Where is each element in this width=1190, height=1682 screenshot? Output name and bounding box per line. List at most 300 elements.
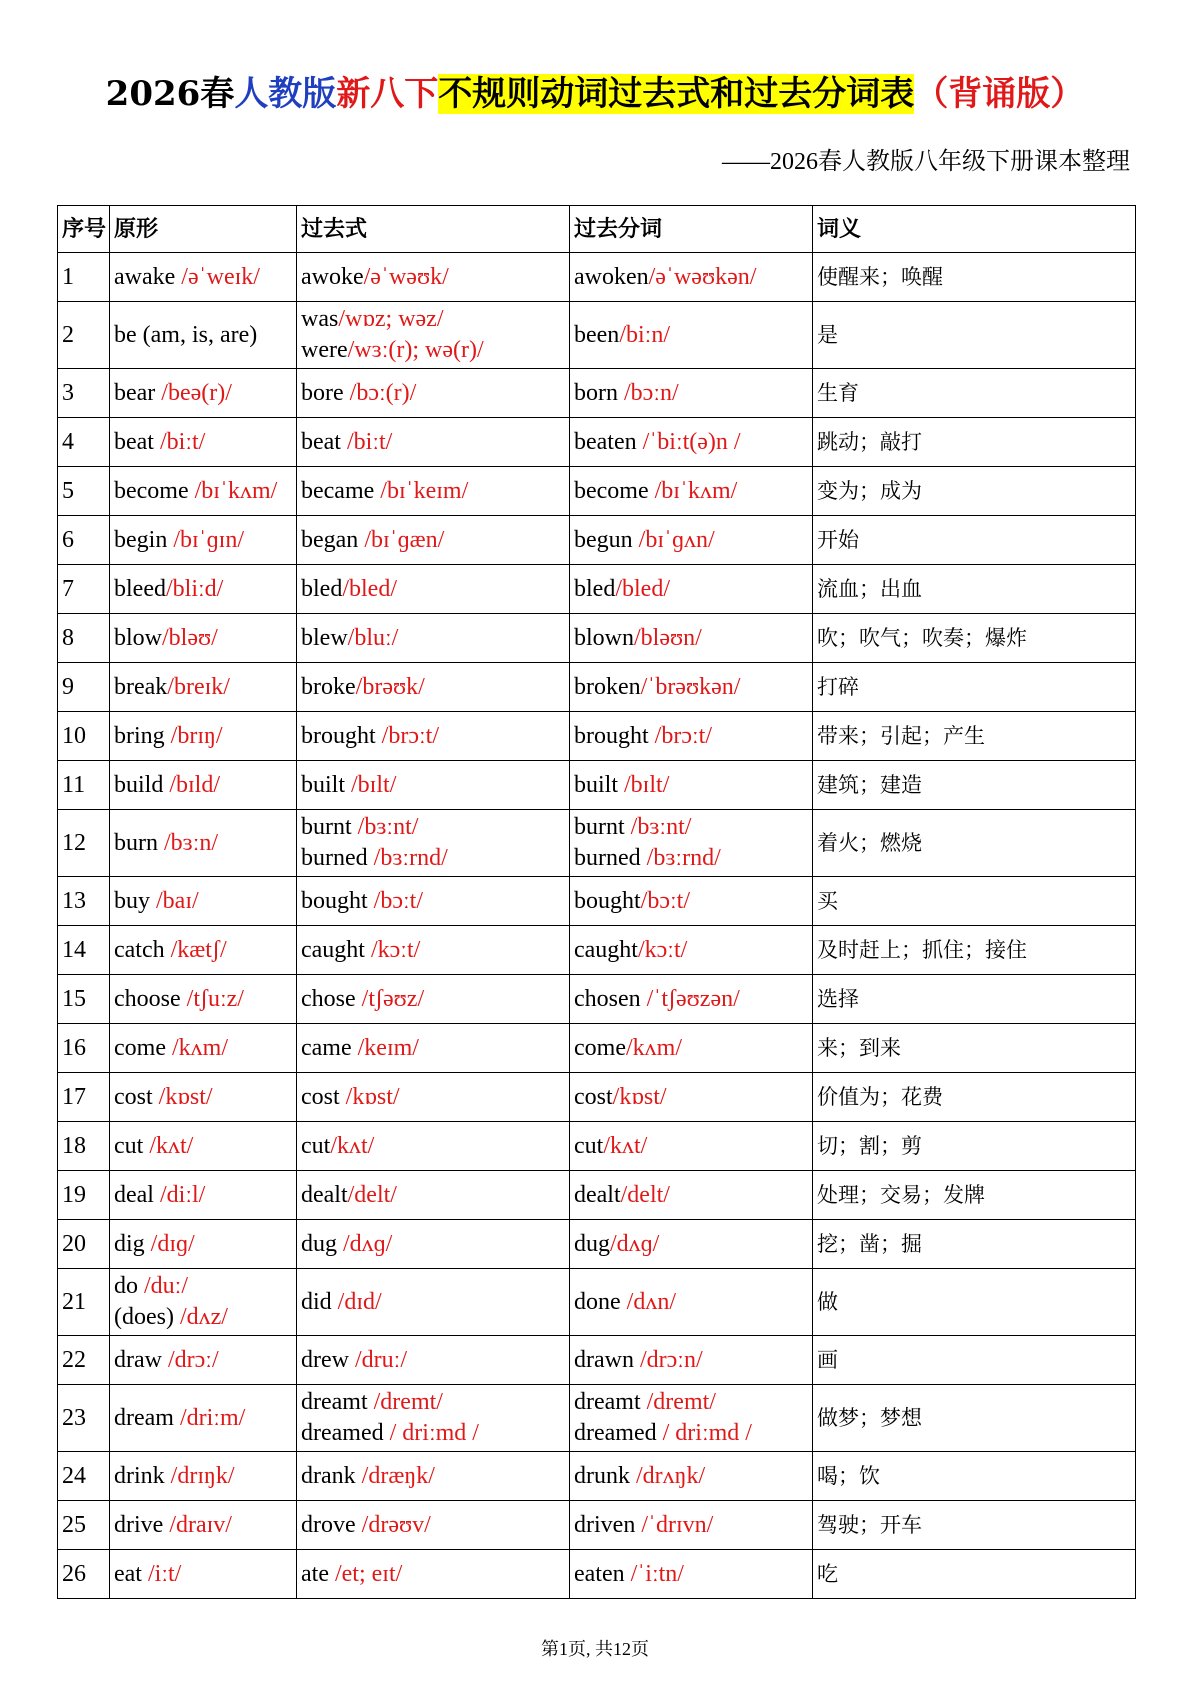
cell-base <box>110 926 297 975</box>
table-header-row <box>58 206 1136 253</box>
base-word: burn <box>114 829 164 856</box>
pp-word: cost <box>574 1083 613 1110</box>
cell-past-participle <box>570 810 813 877</box>
past-word: drank <box>301 1462 362 1489</box>
cell-past-participle <box>570 1550 813 1599</box>
past-phonetic: /bɔː(r)/ <box>349 379 417 406</box>
irregular-verbs-table <box>57 205 1136 1599</box>
cell-meaning: 买 <box>813 877 1136 926</box>
base-phonetic: /bɪˈɡɪn/ <box>173 526 244 553</box>
base-phonetic: /biːt/ <box>159 428 206 455</box>
cell-past-participle <box>570 1024 813 1073</box>
base-phonetic: /bɜːn/ <box>164 829 219 856</box>
past-phonetic: /bluː/ <box>347 624 399 651</box>
cell-meaning: 挖；凿；掘 <box>813 1220 1136 1269</box>
table-row <box>58 467 1136 516</box>
pp-phonetic: /delt/ <box>620 1181 670 1208</box>
past-phonetic: /dremt/ <box>373 1389 443 1415</box>
pp-word: awoken <box>574 263 649 290</box>
cell-meaning: 及时赶上；抓住；接住 <box>813 926 1136 975</box>
cell-base <box>110 1550 297 1599</box>
past-word: blew <box>301 624 348 651</box>
cell-meaning: 变为；成为 <box>813 467 1136 516</box>
cell-meaning: 着火；燃烧 <box>813 810 1136 877</box>
base-word: bear <box>114 379 162 406</box>
cell-meaning: 吹；吹气；吹奏；爆炸 <box>813 614 1136 663</box>
cell-no: 2 <box>58 302 110 369</box>
cell-no: 5 <box>58 467 110 516</box>
base-word: come <box>114 1034 172 1061</box>
cell-meaning: 使醒来；唤醒 <box>813 253 1136 302</box>
cell-past <box>297 877 570 926</box>
past-word: began <box>301 526 365 553</box>
cell-past-participle <box>570 877 813 926</box>
cell-base <box>110 516 297 565</box>
base-word: awake <box>114 263 182 290</box>
past-word: bought <box>301 887 374 914</box>
pp-phonetic: /drʌŋk/ <box>636 1462 706 1489</box>
title-year: 2026春 <box>105 74 235 114</box>
base-word: bleed <box>114 575 166 602</box>
past-word: built <box>301 771 352 798</box>
past-phonetic: /wɒz; wəz/ <box>338 306 444 332</box>
cell-past <box>297 516 570 565</box>
cell-past <box>297 975 570 1024</box>
title-edition: （背诵版） <box>914 74 1085 114</box>
past-word: chose <box>301 985 362 1012</box>
cell-past-participle <box>570 926 813 975</box>
cell-past-participle <box>570 253 813 302</box>
cell-no: 11 <box>58 761 110 810</box>
cell-meaning: 切；割；剪 <box>813 1122 1136 1171</box>
pp-phonetic: /ˈbrəʊkən/ <box>640 673 741 700</box>
cell-past-participle <box>570 565 813 614</box>
base-word: eat <box>114 1560 148 1587</box>
title-main: 不规则动词过去式和过去分词表 <box>438 74 915 114</box>
past-word: was <box>301 306 339 332</box>
table-row <box>58 663 1136 712</box>
cell-no: 21 <box>58 1269 110 1336</box>
table-row <box>58 516 1136 565</box>
cell-no: 1 <box>58 253 110 302</box>
base-word: cost <box>114 1083 159 1110</box>
cell-no: 22 <box>58 1336 110 1385</box>
pp-word: eaten <box>574 1560 631 1587</box>
base-word: become <box>114 477 195 504</box>
cell-no: 8 <box>58 614 110 663</box>
base-phonetic: /drɔː/ <box>167 1346 219 1373</box>
cell-meaning: 是 <box>813 302 1136 369</box>
cell-no: 24 <box>58 1452 110 1501</box>
cell-past-participle <box>570 1220 813 1269</box>
pp-word: drunk <box>574 1462 636 1489</box>
past-word: burned <box>301 845 374 871</box>
pp-word: done <box>574 1288 627 1315</box>
cell-base <box>110 565 297 614</box>
table-row <box>58 761 1136 810</box>
cell-past <box>297 1024 570 1073</box>
cell-meaning: 做 <box>813 1269 1136 1336</box>
cell-past-participle <box>570 516 813 565</box>
cell-past-participle <box>570 663 813 712</box>
cell-no: 3 <box>58 369 110 418</box>
pp-phonetic: /bɔːn/ <box>624 379 679 406</box>
base-phonetic: /drɪŋk/ <box>170 1462 235 1489</box>
cell-past <box>297 1452 570 1501</box>
cell-past <box>297 810 570 877</box>
page-subtitle: ——2026春人教版八年级下册课本整理 <box>722 149 1130 175</box>
cell-past <box>297 1385 570 1452</box>
table-row <box>58 302 1136 369</box>
pp-phonetic: /bɜːnt/ <box>630 814 692 840</box>
base-phonetic: /iːt/ <box>147 1560 182 1587</box>
pp-word: driven <box>574 1511 642 1538</box>
base-phonetic: /beə(r)/ <box>161 379 232 406</box>
past-phonetic: /bled/ <box>342 575 397 602</box>
cell-meaning: 开始 <box>813 516 1136 565</box>
past-word: cost <box>301 1083 346 1110</box>
cell-base <box>110 663 297 712</box>
pp-phonetic: / driːmd / <box>662 1420 752 1446</box>
table-row <box>58 810 1136 877</box>
cell-base <box>110 369 297 418</box>
pp-word: burned <box>574 845 647 871</box>
cell-past-participle <box>570 1171 813 1220</box>
cell-past-participle <box>570 1336 813 1385</box>
title-publisher: 人教版 <box>234 74 337 114</box>
base-word: buy <box>114 887 156 914</box>
pp-phonetic: /əˈwəʊkən/ <box>648 263 757 290</box>
cell-past <box>297 1269 570 1336</box>
cell-base <box>110 1122 297 1171</box>
past-word: broke <box>301 673 356 700</box>
pp-word: dug <box>574 1230 610 1257</box>
base-word: drink <box>114 1462 171 1489</box>
table-row <box>58 253 1136 302</box>
cell-base <box>110 761 297 810</box>
base-phonetic: /breɪk/ <box>167 673 230 700</box>
table-row <box>58 975 1136 1024</box>
cell-no: 20 <box>58 1220 110 1269</box>
base-word: be (am, is, are) <box>114 321 258 348</box>
past-phonetic: /biːt/ <box>346 428 393 455</box>
base-phonetic: /bɪld/ <box>169 771 221 798</box>
cell-base <box>110 614 297 663</box>
past-phonetic: /bɪlt/ <box>351 771 397 798</box>
pp-word: born <box>574 379 624 406</box>
base-phonetic: /bləʊ/ <box>162 624 218 651</box>
cell-past-participle <box>570 1385 813 1452</box>
past-word: were <box>301 337 348 363</box>
cell-no: 7 <box>58 565 110 614</box>
base-word: cut <box>114 1132 150 1159</box>
base-word: break <box>114 673 168 700</box>
base-word: draw <box>114 1346 168 1373</box>
past-phonetic: /kʌt/ <box>330 1132 375 1159</box>
cell-meaning: 流血；出血 <box>813 565 1136 614</box>
cell-past <box>297 302 570 369</box>
cell-past-participle <box>570 1122 813 1171</box>
past-phonetic: / driːmd / <box>389 1420 479 1446</box>
pp-word: cut <box>574 1132 604 1159</box>
base-word: catch <box>114 936 171 963</box>
base-phonetic: /tʃuːz/ <box>186 985 244 1012</box>
pp-phonetic: /brɔːt/ <box>654 722 712 749</box>
cell-base <box>110 810 297 877</box>
past-phonetic: /et; eɪt/ <box>334 1560 403 1587</box>
header-meaning: 词义 <box>813 206 1136 253</box>
cell-no: 26 <box>58 1550 110 1599</box>
cell-past <box>297 1220 570 1269</box>
cell-no: 14 <box>58 926 110 975</box>
pp-word: built <box>574 771 625 798</box>
cell-past <box>297 1336 570 1385</box>
past-phonetic: /brɔːt/ <box>381 722 439 749</box>
pp-word: brought <box>574 722 655 749</box>
cell-past-participle <box>570 369 813 418</box>
cell-no: 25 <box>58 1501 110 1550</box>
table-row <box>58 1122 1136 1171</box>
cell-no: 19 <box>58 1171 110 1220</box>
past-word: dreamt <box>301 1389 374 1415</box>
base-word: begin <box>114 526 174 553</box>
base-phonetic: /driːm/ <box>179 1404 246 1431</box>
pp-word: dreamt <box>574 1389 647 1415</box>
cell-base <box>110 877 297 926</box>
pp-phonetic: /biːn/ <box>619 321 670 348</box>
base-word: dream <box>114 1404 180 1431</box>
pp-phonetic: /bɜːrnd/ <box>646 845 721 871</box>
cell-past-participle <box>570 614 813 663</box>
cell-no: 6 <box>58 516 110 565</box>
pp-word: dreamed <box>574 1420 663 1446</box>
header-base: 原形 <box>110 206 297 253</box>
cell-base <box>110 1073 297 1122</box>
header-no: 序号 <box>58 206 110 253</box>
past-phonetic: /bɔːt/ <box>373 887 423 914</box>
past-phonetic: /delt/ <box>347 1181 397 1208</box>
cell-past-participle <box>570 761 813 810</box>
cell-base <box>110 1171 297 1220</box>
cell-no: 4 <box>58 418 110 467</box>
base-word: bring <box>114 722 171 749</box>
past-word: drove <box>301 1511 362 1538</box>
pp-phonetic: /ˈiːtn/ <box>630 1560 684 1587</box>
past-phonetic: /bɜːrnd/ <box>373 845 448 871</box>
base-word: dig <box>114 1230 151 1257</box>
cell-no: 9 <box>58 663 110 712</box>
past-phonetic: /kɒst/ <box>345 1083 400 1110</box>
past-word: caught <box>301 936 371 963</box>
cell-past <box>297 253 570 302</box>
cell-meaning: 吃 <box>813 1550 1136 1599</box>
pp-phonetic: /bləʊn/ <box>634 624 702 651</box>
table-row <box>58 1452 1136 1501</box>
pp-phonetic: /dʌn/ <box>626 1288 676 1315</box>
past-word: beat <box>301 428 347 455</box>
past-word: dreamed <box>301 1420 390 1446</box>
cell-no: 17 <box>58 1073 110 1122</box>
cell-no: 12 <box>58 810 110 877</box>
cell-base <box>110 1269 297 1336</box>
pp-phonetic: /kʌm/ <box>625 1034 682 1061</box>
pp-phonetic: /bɪˈkʌm/ <box>654 477 738 504</box>
table-row <box>58 1024 1136 1073</box>
table-row <box>58 1550 1136 1599</box>
pp-word: beaten <box>574 428 643 455</box>
base-phonetic: /brɪŋ/ <box>170 722 223 749</box>
pp-word: begun <box>574 526 639 553</box>
cell-past <box>297 761 570 810</box>
pp-word: been <box>574 321 620 348</box>
table-row <box>58 565 1136 614</box>
cell-past-participle <box>570 712 813 761</box>
cell-past-participle <box>570 418 813 467</box>
base-phonetic: /diːl/ <box>159 1181 206 1208</box>
base-phonetic: /bɪˈkʌm/ <box>194 477 278 504</box>
pp-phonetic: /bled/ <box>615 575 670 602</box>
table-row <box>58 1220 1136 1269</box>
table-row <box>58 418 1136 467</box>
table-row <box>58 614 1136 663</box>
pp-phonetic: /drɔːn/ <box>639 1346 703 1373</box>
base-phonetic: /kʌm/ <box>171 1034 228 1061</box>
base-phonetic: /dɪɡ/ <box>150 1230 195 1257</box>
pp-phonetic: /ˈtʃəʊzən/ <box>646 985 740 1012</box>
cell-base <box>110 1501 297 1550</box>
base-word: beat <box>114 428 160 455</box>
cell-base <box>110 467 297 516</box>
pp-phonetic: /kɔːt/ <box>637 936 688 963</box>
past-phonetic: /dræŋk/ <box>361 1462 435 1489</box>
cell-meaning: 建筑；建造 <box>813 761 1136 810</box>
cell-past <box>297 1122 570 1171</box>
past-phonetic: /wɜː(r); wə(r)/ <box>347 337 484 363</box>
cell-base <box>110 1336 297 1385</box>
base-phonetic: /duː/ <box>144 1273 189 1299</box>
base-phonetic: /kɒst/ <box>158 1083 213 1110</box>
base-phonetic: /əˈweɪk/ <box>181 263 260 290</box>
cell-no: 13 <box>58 877 110 926</box>
pp-word: caught <box>574 936 638 963</box>
cell-base <box>110 1220 297 1269</box>
past-word: brought <box>301 722 382 749</box>
past-word: bled <box>301 575 343 602</box>
base-phonetic-alt: /dʌz/ <box>179 1304 228 1330</box>
cell-past-participle <box>570 1501 813 1550</box>
table-row <box>58 369 1136 418</box>
past-word: ate <box>301 1560 335 1587</box>
pp-word: bled <box>574 575 616 602</box>
cell-meaning: 喝；饮 <box>813 1452 1136 1501</box>
past-word: burnt <box>301 814 358 840</box>
table-row <box>58 712 1136 761</box>
cell-base <box>110 302 297 369</box>
pp-word: come <box>574 1034 626 1061</box>
pp-phonetic: /dʌɡ/ <box>610 1230 660 1257</box>
past-phonetic: /dʌɡ/ <box>343 1230 393 1257</box>
pp-phonetic: /ˈbiːt(ə)n / <box>642 428 741 455</box>
past-phonetic: /kɔːt/ <box>370 936 421 963</box>
cell-no: 15 <box>58 975 110 1024</box>
title-grade: 新八下 <box>336 74 439 114</box>
table-row <box>58 1501 1136 1550</box>
pp-word: burnt <box>574 814 631 840</box>
cell-past <box>297 614 570 663</box>
pp-phonetic: /kʌt/ <box>603 1132 648 1159</box>
past-word: awoke <box>301 263 364 290</box>
past-phonetic: /brəʊk/ <box>355 673 425 700</box>
base-word: drive <box>114 1511 170 1538</box>
table-row <box>58 1171 1136 1220</box>
base-phonetic: /draɪv/ <box>169 1511 232 1538</box>
cell-past <box>297 712 570 761</box>
page-title <box>0 70 1190 118</box>
base-phonetic: /kætʃ/ <box>170 936 227 963</box>
cell-meaning: 画 <box>813 1336 1136 1385</box>
pp-phonetic: /bɪˈɡʌn/ <box>638 526 715 553</box>
base-word: blow <box>114 624 162 651</box>
base-phonetic: /kʌt/ <box>149 1132 194 1159</box>
header-past-participle: 过去分词 <box>570 206 813 253</box>
cell-past <box>297 565 570 614</box>
pp-word: become <box>574 477 655 504</box>
pp-word: bought <box>574 887 641 914</box>
table-row <box>58 926 1136 975</box>
past-word: cut <box>301 1132 331 1159</box>
table-row <box>58 877 1136 926</box>
cell-meaning: 选择 <box>813 975 1136 1024</box>
cell-meaning: 生育 <box>813 369 1136 418</box>
cell-meaning: 来；到来 <box>813 1024 1136 1073</box>
past-phonetic: /əˈwəʊk/ <box>363 263 449 290</box>
cell-meaning: 带来；引起；产生 <box>813 712 1136 761</box>
cell-meaning: 跳动；敲打 <box>813 418 1136 467</box>
table-row <box>58 1073 1136 1122</box>
pp-phonetic: /bɪlt/ <box>624 771 670 798</box>
cell-base <box>110 253 297 302</box>
table-row <box>58 1385 1136 1452</box>
cell-no: 10 <box>58 712 110 761</box>
cell-no: 23 <box>58 1385 110 1452</box>
table-row <box>58 1269 1136 1336</box>
cell-base <box>110 1024 297 1073</box>
cell-past <box>297 663 570 712</box>
cell-base <box>110 1385 297 1452</box>
pp-word: drawn <box>574 1346 640 1373</box>
cell-past-participle <box>570 302 813 369</box>
base-word: deal <box>114 1181 160 1208</box>
header-past: 过去式 <box>297 206 570 253</box>
past-word: did <box>301 1288 338 1315</box>
cell-no: 18 <box>58 1122 110 1171</box>
page-footer: 第1页, 共12页 <box>541 1639 649 1659</box>
cell-past-participle <box>570 1073 813 1122</box>
table-row <box>58 1336 1136 1385</box>
cell-past-participle <box>570 1269 813 1336</box>
base-word: choose <box>114 985 187 1012</box>
table-body <box>58 253 1136 1599</box>
past-word: dug <box>301 1230 343 1257</box>
cell-meaning: 价值为；花费 <box>813 1073 1136 1122</box>
base-phonetic: /baɪ/ <box>156 887 199 914</box>
cell-past <box>297 1171 570 1220</box>
past-phonetic: /tʃəʊz/ <box>361 985 425 1012</box>
base-word-alt: (does) <box>114 1304 180 1330</box>
cell-past <box>297 467 570 516</box>
cell-past-participle <box>570 1452 813 1501</box>
cell-meaning: 驾驶；开车 <box>813 1501 1136 1550</box>
